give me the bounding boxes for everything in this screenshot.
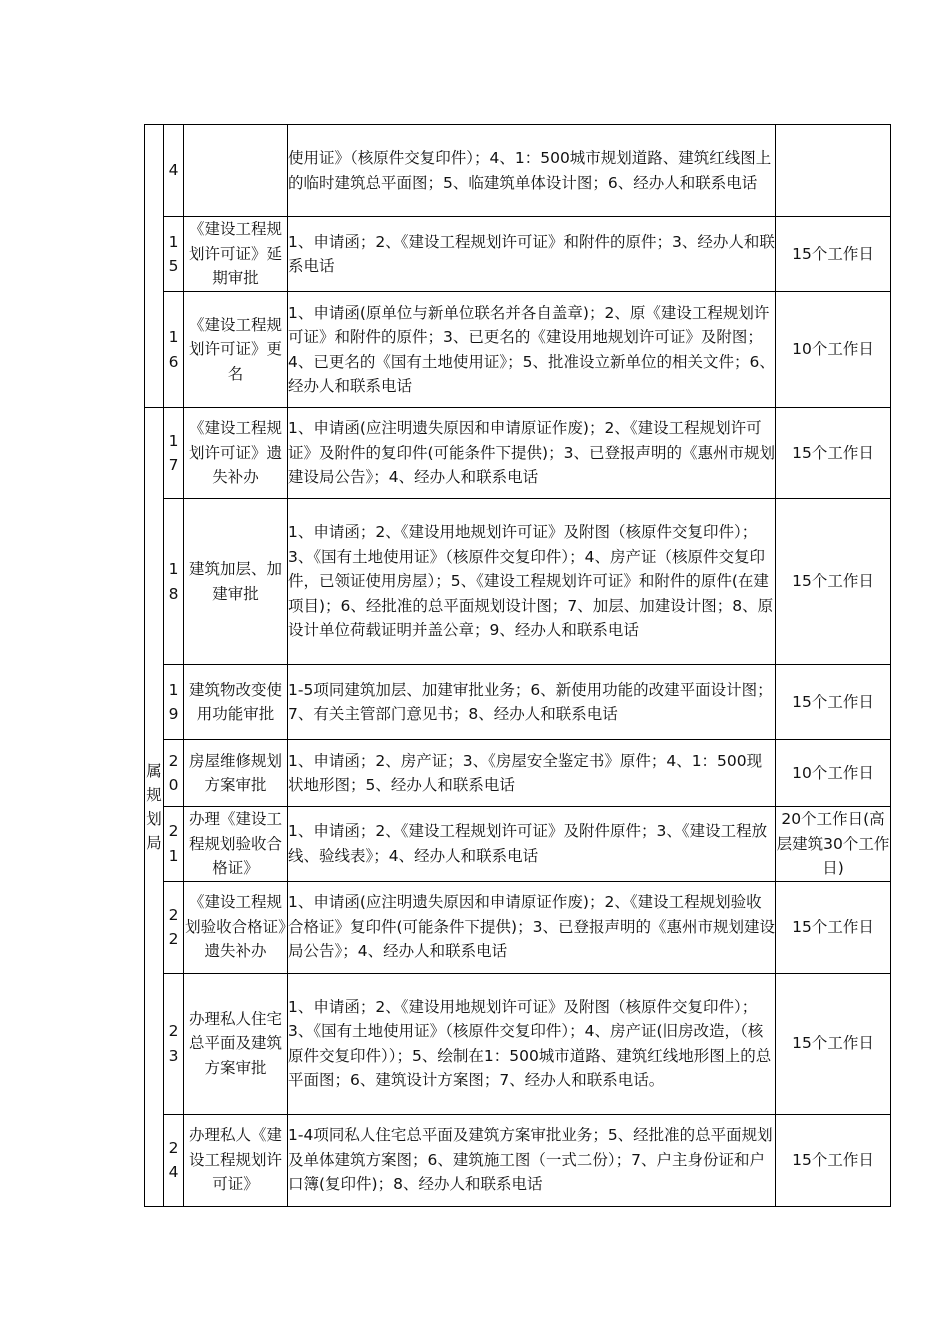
processing-time: 15个工作日 xyxy=(776,217,891,292)
table-row xyxy=(145,217,891,292)
required-materials: 1、申请函；2、房产证；3、《房屋安全鉴定书》原件；4、1：500现状地形图；5、经办人和联系电话 xyxy=(288,740,776,807)
item-name: 《建设工程规划验收合格证》遗失补办 xyxy=(184,881,288,973)
required-materials: 使用证》（核原件交复印件）；4、1：500城市规划道路、建筑红线图上的临时建筑总平面图；5、临建筑单体设计图；6、经办人和联系电话 xyxy=(288,125,776,217)
department-cell xyxy=(145,408,164,1207)
item-name xyxy=(184,125,288,217)
required-materials: 1、申请函；2、《建设工程规划许可证》和附件的原件；3、经办人和联系电话 xyxy=(288,217,776,292)
item-name: 《建设工程规划许可证》延期审批 xyxy=(184,217,288,292)
required-materials: 1-5项同建筑加层、加建审批业务；6、新使用功能的改建平面设计图；7、有关主管部门意见书；8、经办人和联系电话 xyxy=(288,665,776,740)
table-row xyxy=(145,665,891,740)
item-name: 《建设工程规划许可证》遗失补办 xyxy=(184,408,288,499)
item-name: 办理《建设工程规划验收合格证》 xyxy=(184,807,288,882)
table-row xyxy=(145,125,891,217)
required-materials: 1、申请函(应注明遗失原因和申请原证作废)；2、《建设工程规划验收合格证》复印件(可能条件下提供)；3、已登报声明的《惠州市规划建设局公告》；4、经办人和联系电话 xyxy=(288,881,776,973)
row-number: 22 xyxy=(164,881,184,973)
row-number: 24 xyxy=(164,1114,184,1206)
required-materials: 1、申请函(原单位与新单位联名并各自盖章)；2、原《建设工程规划许可证》和附件的原件；3、已更名的《建设用地规划许可证》及附图；4、已更名的《国有土地使用证》；5、批准设立新单位的相关文件；6、经办人和联系电话 xyxy=(288,292,776,408)
item-name: 办理私人住宅总平面及建筑方案审批 xyxy=(184,973,288,1114)
row-number: 4 xyxy=(164,125,184,217)
required-materials: 1、申请函；2、《建设工程规划许可证》及附件原件；3、《建设工程放线、验线表》；4、经办人和联系电话 xyxy=(288,807,776,882)
item-name: 建筑物改变使用功能审批 xyxy=(184,665,288,740)
department-label: 属规划局 xyxy=(146,761,162,852)
item-name: 《建设工程规划许可证》更名 xyxy=(184,292,288,408)
row-number: 15 xyxy=(164,217,184,292)
row-number: 23 xyxy=(164,973,184,1114)
table-row xyxy=(145,740,891,807)
processing-time xyxy=(776,125,891,217)
processing-time: 15个工作日 xyxy=(776,408,891,499)
row-number: 20 xyxy=(164,740,184,807)
approval-items-table xyxy=(144,124,891,1207)
table-row xyxy=(145,408,891,499)
row-number: 16 xyxy=(164,292,184,408)
processing-time: 10个工作日 xyxy=(776,740,891,807)
row-number: 17 xyxy=(164,408,184,499)
required-materials: 1-4项同私人住宅总平面及建筑方案审批业务；5、经批准的总平面规划及单体建筑方案图；6、建筑施工图（一式二份）；7、户主身份证和户口簿(复印件)；8、经办人和联系电话 xyxy=(288,1114,776,1206)
processing-time: 15个工作日 xyxy=(776,881,891,973)
department-cell-top xyxy=(145,125,164,408)
table-row xyxy=(145,973,891,1114)
table-row xyxy=(145,807,891,882)
table-row xyxy=(145,499,891,665)
required-materials: 1、申请函；2、《建设用地规划许可证》及附图（核原件交复印件）；3、《国有土地使用证》（核原件交复印件）；4、房产证(旧房改造，（核原件交复印件））；5、绘制在1：500城市道路、建筑红线地形图上的总平面图；6、建筑设计方案图；7、经办人和联系电话。 xyxy=(288,973,776,1114)
table-row xyxy=(145,292,891,408)
item-name: 房屋维修规划方案审批 xyxy=(184,740,288,807)
required-materials: 1、申请函(应注明遗失原因和申请原证作废)；2、《建设工程规划许可证》及附件的复印件(可能条件下提供)；3、已登报声明的《惠州市规划建设局公告》；4、经办人和联系电话 xyxy=(288,408,776,499)
table-row xyxy=(145,1114,891,1206)
required-materials: 1、申请函；2、《建设用地规划许可证》及附图（核原件交复印件）；3、《国有土地使用证》（核原件交复印件）；4、房产证（核原件交复印件，已领证使用房屋）；5、《建设工程规划许可证》和附件的原件(在建项目)；6、经批准的总平面规划设计图；7、加层、加建设计图；8、原设计单位荷载证明并盖公章；9、经办人和联系电话 xyxy=(288,499,776,665)
processing-time: 15个工作日 xyxy=(776,1114,891,1206)
processing-time: 20个工作日(高层建筑30个工作日) xyxy=(776,807,891,882)
row-number: 21 xyxy=(164,807,184,882)
processing-time: 15个工作日 xyxy=(776,973,891,1114)
processing-time: 10个工作日 xyxy=(776,292,891,408)
item-name: 办理私人《建设工程规划许可证》 xyxy=(184,1114,288,1206)
item-name: 建筑加层、加建审批 xyxy=(184,499,288,665)
row-number: 19 xyxy=(164,665,184,740)
row-number: 18 xyxy=(164,499,184,665)
processing-time: 15个工作日 xyxy=(776,499,891,665)
table-row xyxy=(145,881,891,973)
processing-time: 15个工作日 xyxy=(776,665,891,740)
